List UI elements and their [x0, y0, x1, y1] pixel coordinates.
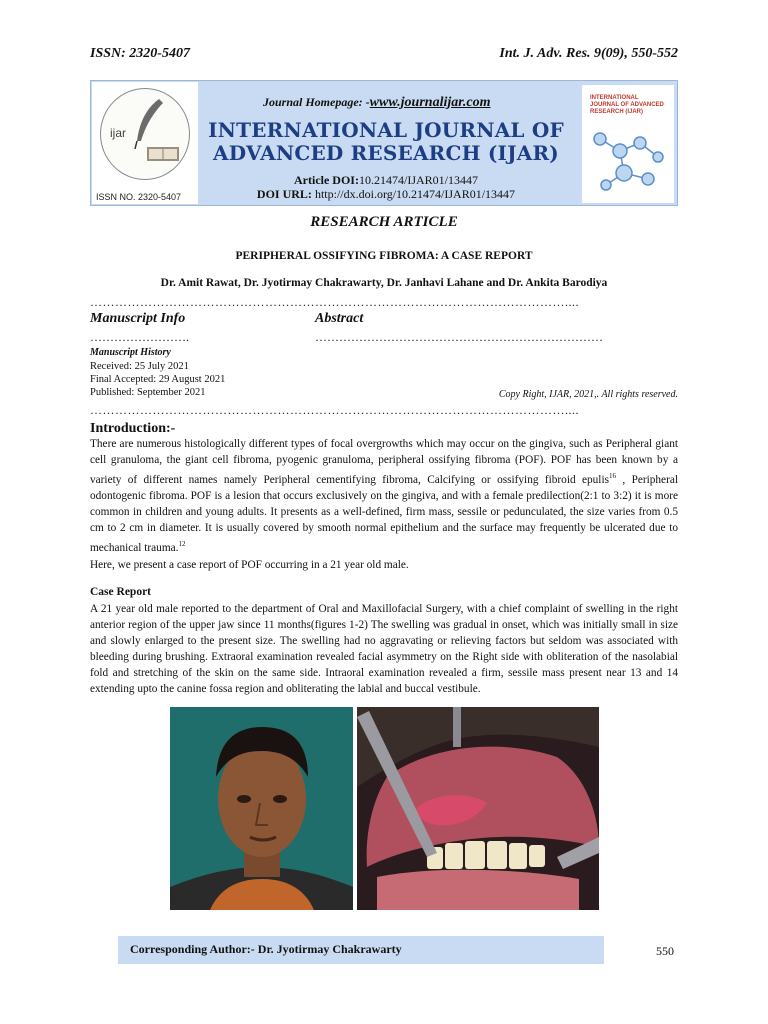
- doi-value: 10.21474/IJAR01/13447: [358, 173, 478, 187]
- manuscript-info-heading: Manuscript Info: [90, 311, 186, 326]
- journal-logo: [92, 82, 198, 204]
- case-report-heading: Case Report: [90, 586, 151, 598]
- doi-url-link[interactable]: http://dx.doi.org/10.21474/IJAR01/13447: [314, 187, 516, 201]
- citation-text: Int. J. Adv. Res. 9(09), 550-552: [499, 46, 678, 61]
- journal-title: [201, 119, 571, 165]
- article-type: RESEARCH ARTICLE: [310, 214, 458, 230]
- abstract-dots: ………………………………………………………………: [315, 330, 603, 344]
- journal-title-line2: ADVANCED RESEARCH (IJAR): [213, 141, 559, 165]
- doi-label: Article DOI:: [294, 173, 359, 187]
- intraoral-photo: [357, 707, 599, 910]
- received-date: Received: 25 July 2021: [90, 361, 189, 372]
- citation-superscript: 16: [608, 472, 616, 480]
- article-doi: [201, 173, 571, 188]
- article-title: PERIPHERAL OSSIFYING FIBROMA: A CASE REPORT: [235, 250, 533, 262]
- case-report-paragraph: A 21 year old male reported to the department of Oral and Maxillofacial Surgery, with a chief complaint of swelling in the right anterior region of the upper jaw since 11 months(figures 1-2) The swelling was gradual in onset, which was initially small in size and slowly enlarged to the present size. The swelling had no aggravating or relieving factors but seldom was associated with bleeding during brushing. Extraoral examination revealed facial asymmetry on the Right side with obliteration of the nasolabial fold and stretching of the skin on the same side. Intraoral examination revealed a firm, sessile mass present near 13 and 14 extending upto the canine fossa region and obliterating the labial and buccal vestibule.: [90, 603, 678, 695]
- introduction-paragraph-2: Here, we present a case report of POF occurring in a 21 year old male.: [90, 559, 409, 571]
- patient-face-photo: [170, 707, 353, 910]
- corresponding-author-bar: [118, 936, 604, 964]
- logo-issn: ISSN NO. 2320-5407: [96, 192, 182, 202]
- divider-dots-2: ……………………………………………………………………………………………………....: [90, 403, 579, 417]
- published-date: Published: September 2021: [90, 387, 206, 398]
- divider-dots: ……………………………………………………………………………………………………....: [90, 295, 579, 309]
- journal-cover-image: [582, 85, 674, 203]
- introduction-heading: Introduction:-: [90, 421, 176, 436]
- doi-url: [201, 187, 571, 202]
- homepage-label: Journal Homepage: -: [263, 95, 370, 109]
- introduction-paragraph: [90, 436, 678, 556]
- journal-banner: [90, 80, 678, 206]
- author-list: Dr. Amit Rawat, Dr. Jyotirmay Chakrawarty, Dr. Janhavi Lahane and Dr. Ankita Barodiya: [160, 277, 608, 289]
- corresponding-author: Corresponding Author:- Dr. Jyotirmay Chakrawarty: [130, 942, 402, 956]
- issn-text: ISSN: 2320-5407: [90, 46, 190, 61]
- journal-homepage: [263, 95, 491, 111]
- logo-text: ijar: [110, 126, 127, 140]
- manuscript-history-label: Manuscript History: [90, 347, 171, 358]
- homepage-link[interactable]: www.journalijar.com: [369, 95, 491, 110]
- page-number: 550: [656, 944, 674, 958]
- abstract-heading: Abstract: [315, 311, 364, 326]
- copyright-notice: Copy Right, IJAR, 2021,. All rights reserved.: [498, 389, 678, 400]
- citation-superscript-2: 12: [178, 539, 186, 548]
- cover-title: INTERNATIONAL JOURNAL OF ADVANCED RESEARCH (IJAR): [590, 95, 664, 115]
- doi-url-label: DOI URL:: [256, 187, 312, 201]
- manuscript-info-dots: …………………….: [90, 330, 189, 344]
- intro-text-part1: There are numerous histologically different types of focal overgrowths which may occur on the gingiva, such as Peripheral giant cell granuloma, the giant cell fibroma, pyogenic granuloma, peripheral ossifying fibroma (POF). POF has been known by a variety of different names namely Peripheral cementifying fibroma, Calcifying or ossifying fibroid epulis: [90, 438, 678, 486]
- journal-title-line1: INTERNATIONAL JOURNAL OF: [208, 118, 564, 142]
- intro-text-part2: , Peripheral odontogenic fibroma. POF is a lesion that occurs exclusively on the gingiva, and with a female predilection(2:1 to 3:2) it is more common in children and young adults. It presents as a well-defined, firm mass, sessile or pedunculated, the size varies from 0.5 cm to 2 cm in diameter. It is usually covered by smooth normal epithelium and the surface may frequently be ulcerated due to mechanical trauma.: [90, 473, 678, 554]
- molecule-icon: [586, 121, 670, 201]
- accepted-date: Final Accepted: 29 August 2021: [90, 374, 226, 385]
